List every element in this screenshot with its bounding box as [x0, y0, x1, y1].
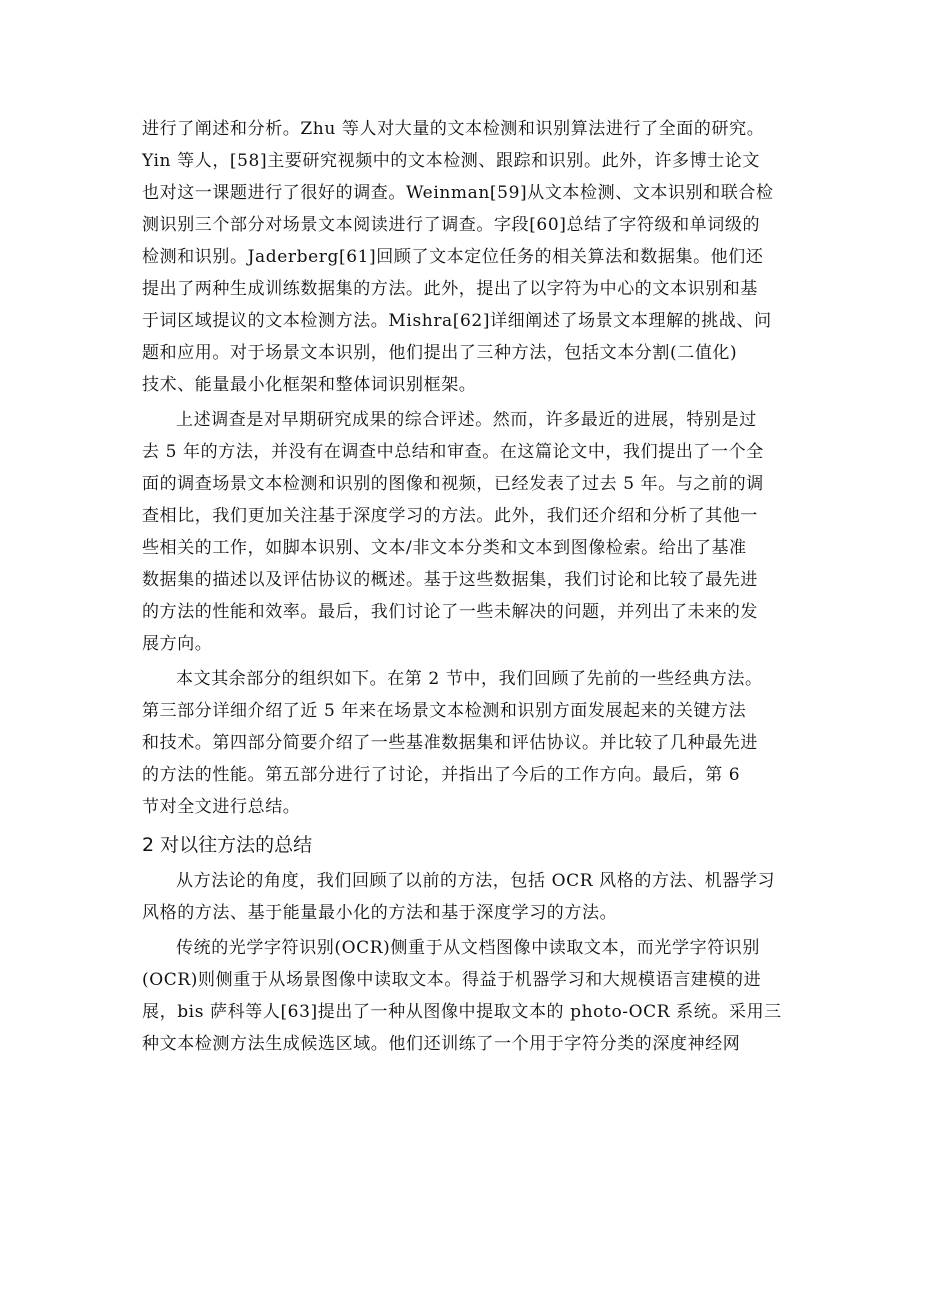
- text-line: 测识别三个部分对场景文本阅读进行了调查。字段[60]总结了字符级和单词级的: [142, 215, 761, 235]
- text-line: 面的调查场景文本检测和识别的图像和视频，已经发表了过去 5 年。与之前的调: [142, 474, 764, 494]
- text-line: 本文其余部分的组织如下。在第 2 节中，我们回顾了先前的一些经典方法。: [176, 669, 763, 689]
- text-line: 从方法论的角度，我们回顾了以前的方法，包括 OCR 风格的方法、机器学习: [176, 871, 776, 891]
- text-line: 展方向。: [142, 634, 213, 654]
- text-line: 种文本检测方法生成候选区域。他们还训练了一个用于字符分类的深度神经网: [142, 1034, 741, 1054]
- text-line: 风格的方法、基于能量最小化的方法和基于深度学习的方法。: [142, 903, 618, 923]
- paragraph-1: [142, 113, 790, 401]
- text-line: 题和应用。对于场景文本识别，他们提出了三种方法，包括文本分割(二值化): [142, 343, 738, 363]
- text-line: 的方法的性能。第五部分进行了讨论，并指出了今后的工作方向。最后，第 6: [142, 765, 741, 785]
- text-line: 提出了两种生成训练数据集的方法。此外，提出了以字符为中心的文本识别和基: [142, 279, 758, 299]
- text-line: 技术、能量最小化框架和整体词识别框架。: [142, 375, 477, 395]
- section-paragraph-1: [142, 865, 790, 929]
- section-heading: 2 对以往方法的总结: [142, 834, 313, 856]
- document-body: [142, 113, 790, 1060]
- text-line: 节对全文进行总结。: [142, 797, 301, 817]
- text-line: 些相关的工作，如脚本识别、文本/非文本分类和文本到图像检索。给出了基准: [142, 538, 747, 558]
- paragraph-3: [142, 663, 790, 823]
- section-paragraph-2: [142, 932, 790, 1060]
- text-line: 和技术。第四部分简要介绍了一些基准数据集和评估协议。并比较了几种最先进: [142, 733, 758, 753]
- text-line: 也对这一课题进行了很好的调查。Weinman[59]从文本检测、文本识别和联合检: [142, 183, 774, 203]
- text-line: 检测和识别。Jaderberg[61]回顾了文本定位任务的相关算法和数据集。他们还: [142, 247, 764, 267]
- text-line: 进行了阐述和分析。Zhu 等人对大量的文本检测和识别算法进行了全面的研究。: [142, 119, 765, 139]
- text-line: Yin 等人，[58]主要研究视频中的文本检测、跟踪和识别。此外，许多博士论文: [142, 151, 761, 171]
- text-line: 展，bis 萨科等人[63]提出了一种从图像中提取文本的 photo-OCR 系统。采用三: [142, 1002, 782, 1022]
- text-line: 上述调查是对早期研究成果的综合评述。然而，许多最近的进展，特别是过: [176, 410, 757, 430]
- text-line: 数据集的描述以及评估协议的概述。基于这些数据集，我们讨论和比较了最先进: [142, 570, 758, 590]
- text-line: 查相比，我们更加关注基于深度学习的方法。此外，我们还介绍和分析了其他一: [142, 506, 758, 526]
- text-line: 传统的光学字符识别(OCR)侧重于从文档图像中读取文本，而光学字符识别: [176, 938, 761, 958]
- text-line: 于词区域提议的文本检测方法。Mishra[62]详细阐述了场景文本理解的挑战、问: [142, 311, 772, 331]
- text-line: 第三部分详细介绍了近 5 年来在场景文本检测和识别方面发展起来的关键方法: [142, 701, 747, 721]
- text-line: 去 5 年的方法，并没有在调查中总结和审查。在这篇论文中，我们提出了一个全: [142, 442, 764, 462]
- paragraph-2: [142, 404, 790, 660]
- text-line: (OCR)则侧重于从场景图像中读取文本。得益于机器学习和大规模语言建模的进: [142, 970, 762, 990]
- text-line: 的方法的性能和效率。最后，我们讨论了一些未解决的问题，并列出了未来的发: [142, 602, 758, 622]
